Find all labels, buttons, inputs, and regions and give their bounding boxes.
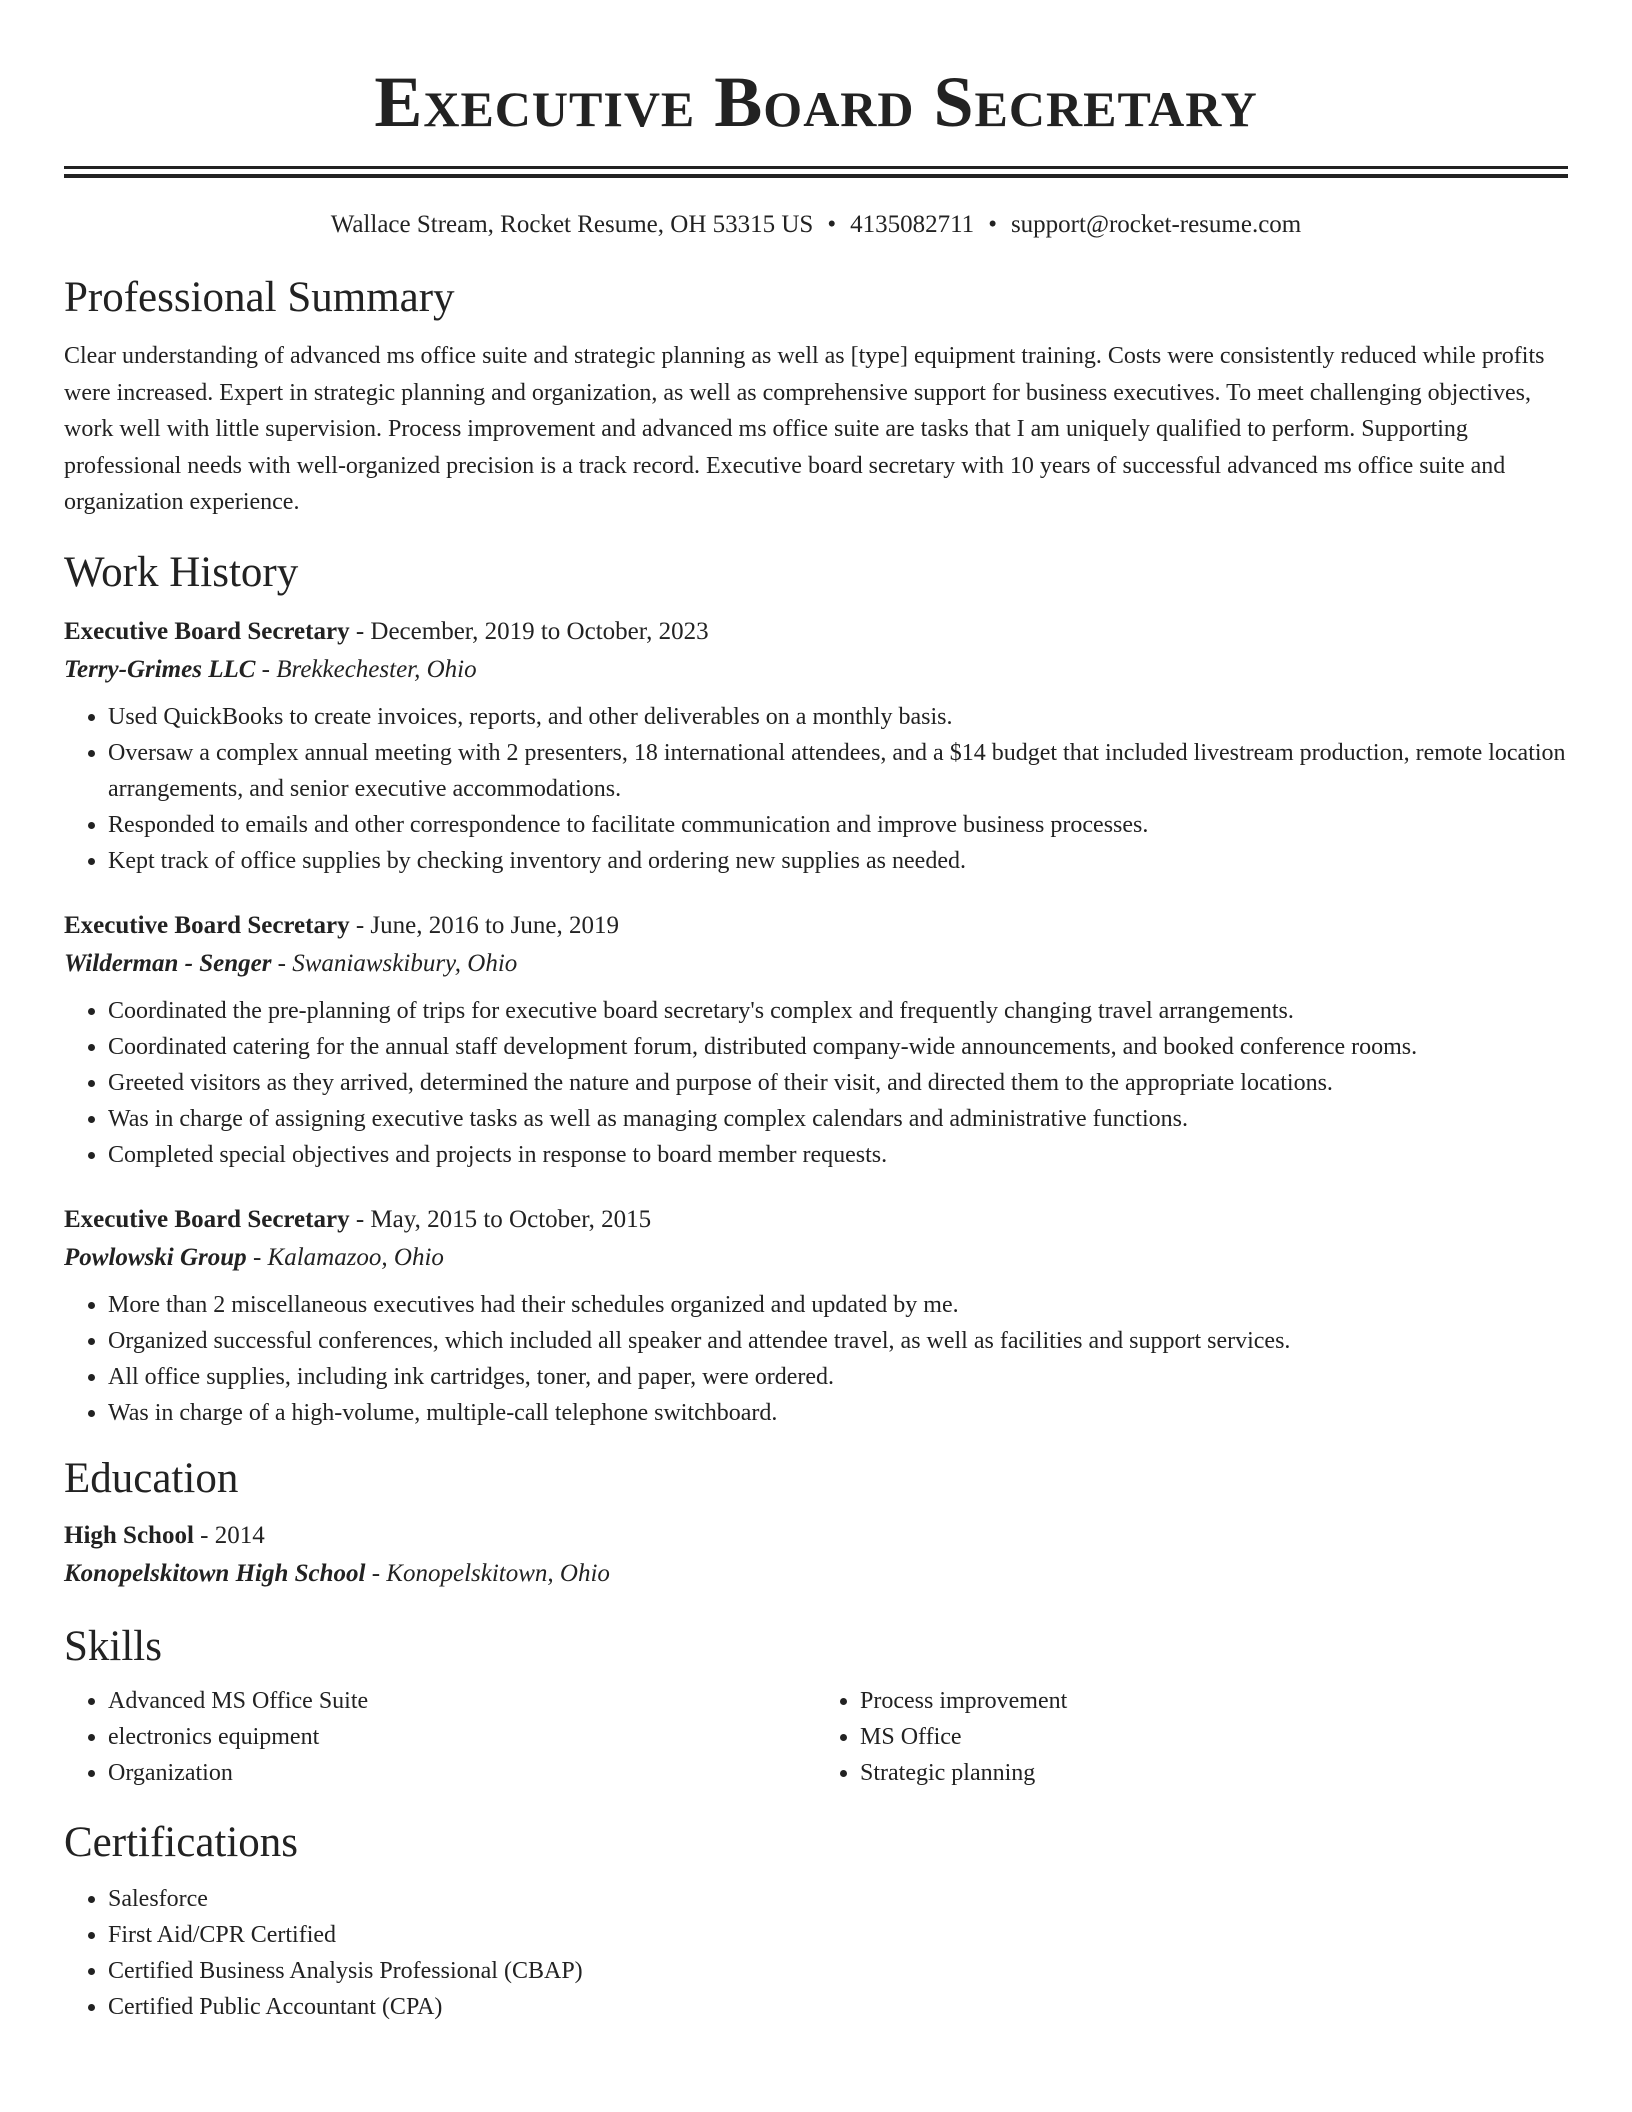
skills-heading: Skills xyxy=(64,1622,162,1670)
job-dates: - June, 2016 to June, 2019 xyxy=(349,911,619,939)
summary-text: Clear understanding of advanced ms office suite and strategic planning as well as [type] equipment training. Costs were consistently reduced while profits were increased. Expert in strategic planning and organization, as well as comprehensive support for business executives. To meet challenging objectives, work well with little supervision. Process improvement and advanced ms office suite are tasks that I am uniquely qualified to perform. Supporting professional needs with well-organized precision is a track record. Executive board secretary with 10 years of successful advanced ms office suite and organization experience. xyxy=(64,343,1545,515)
company-location: - Brekkechester, Ohio xyxy=(255,655,477,683)
certification-item: • Certified Public Accountant (CPA) xyxy=(108,1989,1568,2025)
degree-line xyxy=(64,1517,1568,1555)
job-entry xyxy=(64,1201,1568,1431)
list-item: • All office supplies, including ink cartridges, toner, and paper, were ordered. xyxy=(108,1359,1568,1395)
job-title: Executive Board Secretary xyxy=(64,1205,350,1233)
degree: High School xyxy=(64,1521,194,1549)
contact-line xyxy=(64,208,1568,242)
school-name: Konopelskitown High School xyxy=(64,1559,366,1587)
company-name: Powlowski Group xyxy=(64,1243,247,1271)
list-item: • Organized successful conferences, which included all speaker and attendee travel, as well as facilities and support services. xyxy=(108,1323,1568,1359)
certification-item: • Certified Business Analysis Professional (CBAP) xyxy=(108,1953,1568,1989)
list-item: • Coordinated catering for the annual staff development forum, distributed company-wide announcements, and booked conference rooms. xyxy=(108,1029,1568,1065)
certifications-list xyxy=(64,1881,1568,2025)
skill-item: • Process improvement xyxy=(860,1683,1568,1719)
skill-item: • MS Office xyxy=(860,1719,1568,1755)
job-title: Executive Board Secretary xyxy=(64,911,350,939)
skills-column-right xyxy=(816,1683,1568,1791)
list-item: • Responded to emails and other correspondence to facilitate communication and improve business processes. xyxy=(108,807,1568,843)
title-divider xyxy=(64,166,1568,178)
summary-heading: Professional Summary xyxy=(64,274,455,321)
list-item: • Kept track of office supplies by checking inventory and ordering new supplies as needed. xyxy=(108,843,1568,879)
company-line xyxy=(64,945,1568,983)
company-location: - Kalamazoo, Ohio xyxy=(246,1243,444,1271)
job-bullets xyxy=(64,993,1568,1173)
job-title: Executive Board Secretary xyxy=(64,617,350,645)
school-line xyxy=(64,1555,1568,1593)
skill-item: • Organization xyxy=(108,1755,816,1791)
graduation-year: - 2014 xyxy=(193,1521,265,1549)
certification-item: • First Aid/CPR Certified xyxy=(108,1917,1568,1953)
job-title-line xyxy=(64,1201,1568,1239)
contact-email: support@rocket-resume.com xyxy=(1010,211,1302,238)
contact-separator: • xyxy=(827,211,837,238)
certifications-heading: Certifications xyxy=(64,1818,299,1866)
resume-title: Executive Board Secretary xyxy=(374,62,1258,142)
skill-item: • electronics equipment xyxy=(108,1719,816,1755)
job-dates: - December, 2019 to October, 2023 xyxy=(349,617,709,645)
company-name: Terry-Grimes LLC xyxy=(64,655,256,683)
school-location: - Konopelskitown, Ohio xyxy=(365,1559,610,1587)
contact-phone: 4135082711 xyxy=(850,211,975,238)
list-item: • Greeted visitors as they arrived, determined the nature and purpose of their visit, and directed them to the appropriate locations. xyxy=(108,1065,1568,1101)
contact-separator: • xyxy=(988,211,997,238)
list-item: • Used QuickBooks to create invoices, reports, and other deliverables on a monthly basis. xyxy=(108,699,1568,735)
list-item: • Coordinated the pre-planning of trips for executive board secretary's complex and frequently changing travel arrangements. xyxy=(108,993,1568,1029)
list-item: • More than 2 miscellaneous executives had their schedules organized and updated by me. xyxy=(108,1287,1568,1323)
job-title-line xyxy=(64,613,1568,651)
skill-item: • Advanced MS Office Suite xyxy=(108,1683,816,1719)
job-entry xyxy=(64,613,1568,879)
work-history-heading: Work History xyxy=(64,548,299,596)
company-line xyxy=(64,651,1568,689)
list-item: • Oversaw a complex annual meeting with 2 presenters, 18 international attendees, and a $14 budget that included livestream production, remote location arrangements, and senior executive accommodations. xyxy=(108,735,1568,807)
list-item: • Was in charge of a high-volume, multiple-call telephone switchboard. xyxy=(108,1395,1568,1431)
skill-item: • Strategic planning xyxy=(860,1755,1568,1791)
job-bullets xyxy=(64,1287,1568,1431)
certification-item: • Salesforce xyxy=(108,1881,1568,1917)
job-title-line xyxy=(64,907,1568,945)
job-bullets xyxy=(64,699,1568,879)
company-line xyxy=(64,1239,1568,1277)
company-location: - Swaniawskibury, Ohio xyxy=(271,949,518,977)
company-name: Wilderman - Senger xyxy=(64,949,272,977)
education-heading: Education xyxy=(64,1454,239,1502)
job-entry xyxy=(64,907,1568,1173)
job-dates: - May, 2015 to October, 2015 xyxy=(349,1205,652,1233)
list-item: • Completed special objectives and projects in response to board member requests. xyxy=(108,1137,1568,1173)
contact-address: Wallace Stream, Rocket Resume, OH 53315 US xyxy=(330,211,814,238)
education-entry xyxy=(64,1517,1568,1593)
list-item: • Was in charge of assigning executive tasks as well as managing complex calendars and administrative functions. xyxy=(108,1101,1568,1137)
skills-list xyxy=(64,1683,1568,1791)
skills-column-left xyxy=(64,1683,816,1791)
